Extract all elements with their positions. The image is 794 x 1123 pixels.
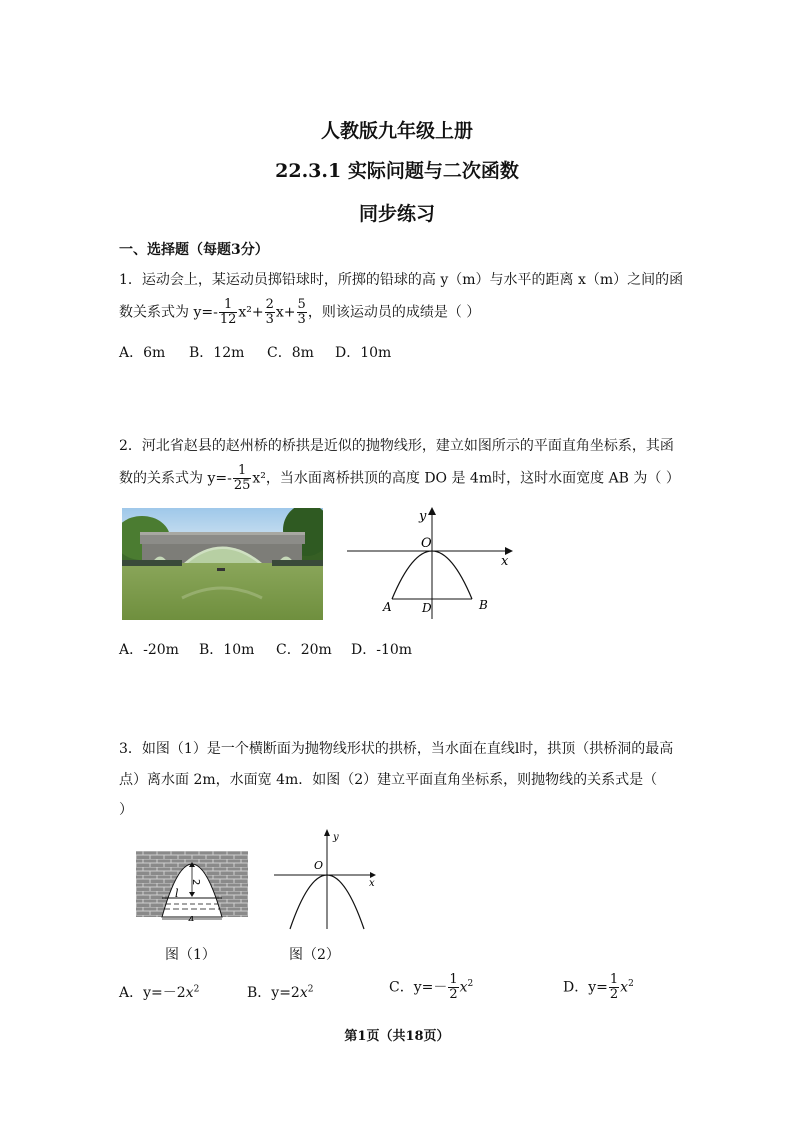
q3-option-b[interactable]: [247, 982, 313, 1002]
q3-option-b-x: x: [299, 985, 308, 1001]
q3-option-c-x: x: [459, 979, 468, 996]
q3-option-b-text: B．y=2: [247, 985, 300, 1001]
q2-graph-b-label: B: [479, 598, 488, 612]
q3-option-d-frac: [609, 973, 619, 1002]
fig2-x-label: x: [369, 878, 375, 889]
q1-mid2: x+: [275, 304, 296, 321]
q1-option-a[interactable]: A．6m: [119, 345, 166, 361]
q2-graph-d-label: D: [422, 601, 432, 615]
q1-frac1-num: 1: [219, 298, 238, 313]
fig1-label-4: 4: [188, 915, 195, 921]
q1-option-c[interactable]: C．8m: [267, 345, 314, 361]
q1-option-d[interactable]: D．10m: [335, 345, 392, 361]
q3-option-a-x: x: [185, 985, 194, 1001]
q1-frac3-den: 3: [297, 312, 306, 327]
section-title: 一、选择题（每题3分）: [119, 242, 269, 258]
q3-option-c-frac: [448, 973, 458, 1002]
q3-option-a-sup: 2: [193, 984, 200, 995]
q2-option-c[interactable]: C．20m: [276, 642, 332, 658]
q3-option-d-num: 1: [609, 972, 619, 987]
q3-figure-2: [272, 827, 382, 931]
fig2-o-label: O: [314, 859, 324, 872]
q3-option-d-x: x: [620, 979, 629, 996]
q3-option-c-den: 2: [449, 987, 458, 1002]
q2-line2-pre: 数的关系式为 y=-: [119, 470, 232, 487]
q3-option-d-text: D．y=: [563, 979, 608, 996]
q3-text-line1: 3．如图（1）是一个横断面为抛物线形状的拱桥，当水面在直线l时，拱顶（拱桥洞的最高: [119, 741, 674, 757]
q1-frac2: [265, 298, 275, 327]
q1-frac3-num: 5: [297, 297, 306, 312]
q3-option-c-num: 1: [449, 972, 458, 987]
q3-text-line3: ）: [119, 802, 133, 818]
q1-frac1: [219, 298, 238, 327]
q3-option-d-den: 2: [609, 987, 619, 1002]
q2-graph-a-label: A: [383, 600, 392, 614]
fig2-caption: 图（2）: [289, 947, 340, 963]
q1-option-b[interactable]: B．12m: [189, 345, 245, 361]
q2-graph-y-label: y: [419, 509, 427, 524]
doc-title: 人教版九年级上册: [320, 120, 473, 142]
bridge-photo: [122, 508, 323, 620]
q2-text-line2: [119, 464, 680, 493]
q2-parabola-graph: [345, 505, 515, 623]
q1-line2-pre: 数关系式为 y=-: [119, 304, 218, 321]
fig2-y-label: y: [333, 832, 339, 843]
q3-text-line2: 点）离水面 2m，水面宽 4m．如图（2）建立平面直角坐标系，则抛物线的关系式是（: [119, 772, 658, 788]
fig1-caption: 图（1）: [165, 947, 216, 963]
q2-option-b[interactable]: B．10m: [199, 642, 255, 658]
q1-text-line1: 1．运动会上，某运动员掷铅球时，所掷的铅球的高 y（m）与水平的距离 x（m）之间的函: [119, 272, 684, 288]
q1-frac2-den: 3: [265, 312, 274, 327]
q1-mid1: x²+: [238, 304, 264, 321]
q3-figure-1: [136, 851, 248, 921]
fig1-label-l: l: [175, 887, 179, 900]
q1-line2-post: ，则该运动员的成绩是（ ）: [307, 304, 481, 321]
q3-option-d[interactable]: [563, 973, 634, 1002]
q3-option-d-sup: 2: [628, 978, 634, 989]
q3-option-a[interactable]: [119, 982, 199, 1002]
q3-option-c[interactable]: [389, 973, 473, 1002]
q1-frac2-num: 2: [265, 297, 274, 312]
q1-text-line2: [119, 298, 480, 327]
q2-line2-post: x²，当水面离桥拱顶的高度 DO 是 4m时，这时水面宽度 AB 为（ ）: [252, 470, 680, 487]
q3-option-b-sup: 2: [307, 984, 314, 995]
q2-frac: [233, 464, 252, 493]
q2-option-a[interactable]: A．-20m: [119, 642, 179, 658]
q2-frac-den: 25: [233, 478, 251, 493]
q3-option-c-sup: 2: [467, 978, 474, 989]
page-footer: 第1页（共18页）: [344, 1029, 450, 1044]
q2-frac-num: 1: [233, 464, 252, 479]
q2-option-d[interactable]: D．-10m: [351, 642, 413, 658]
doc-subtitle: 22.3.1 实际问题与二次函数: [275, 160, 519, 182]
q3-option-c-text: C．y=－: [389, 979, 448, 996]
fig1-label-2: 2: [190, 879, 201, 886]
q1-frac1-den: 12: [219, 312, 237, 327]
q1-frac3: [297, 298, 307, 327]
q3-option-a-text: A．y=－2: [119, 985, 186, 1001]
doc-subtitle-2: 同步练习: [358, 203, 435, 225]
q2-text-line1: 2．河北省赵县的赵州桥的桥拱是近似的抛物线形，建立如图所示的平面直角坐标系，其函: [119, 438, 674, 454]
q2-graph-o-label: O: [421, 536, 432, 551]
q2-graph-x-label: x: [501, 554, 509, 569]
